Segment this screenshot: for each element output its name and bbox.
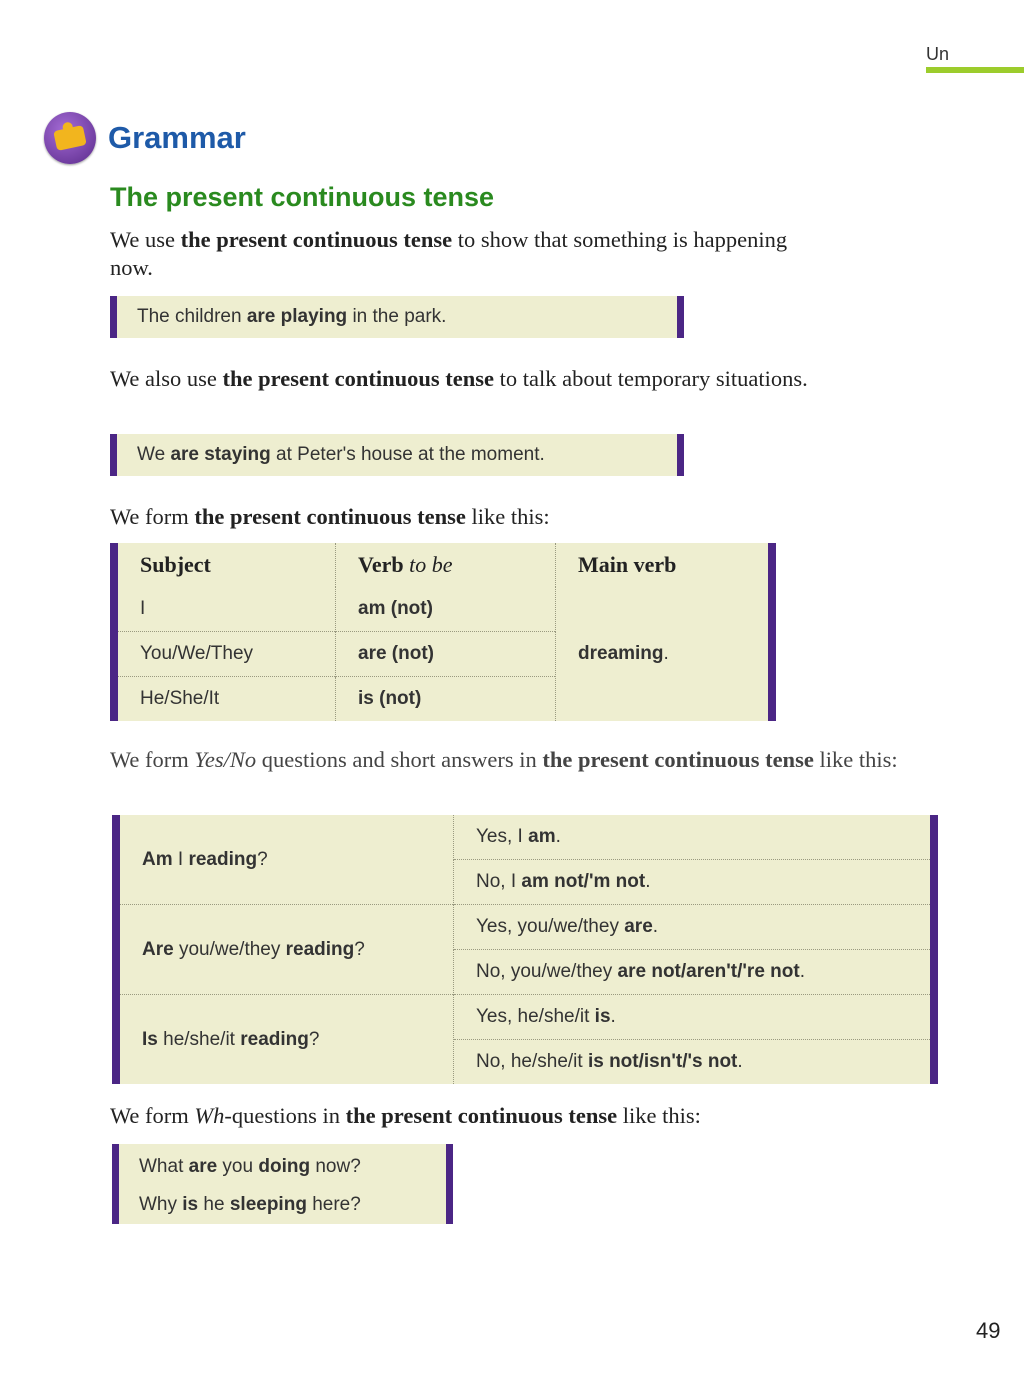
example-sentence: The children are playing in the park. bbox=[137, 306, 447, 327]
short-answer-yes: Yes, you/we/they are. bbox=[454, 905, 935, 950]
header-subject: Subject bbox=[140, 552, 211, 577]
intro-paragraph-3: We form the present continuous tense like this: bbox=[110, 504, 550, 529]
short-answer-no: No, you/we/they are not/aren't/'re not. bbox=[454, 950, 935, 995]
header-main-verb: Main verb bbox=[556, 543, 773, 587]
intro-paragraph-1: We use the present continuous tense to show that something is happening now. bbox=[110, 227, 788, 281]
short-answer-no: No, I am not/'m not. bbox=[454, 860, 935, 905]
example-sentence: We are staying at Peter's house at the moment. bbox=[137, 444, 545, 465]
subject-cell: He/She/It bbox=[114, 677, 336, 722]
subject-cell: I bbox=[140, 598, 146, 619]
unit-tab bbox=[926, 44, 1024, 73]
main-verb-cell: dreaming. bbox=[556, 587, 773, 721]
verb-cell: are (not) bbox=[336, 632, 556, 677]
wh-example-box bbox=[112, 1144, 453, 1224]
short-answer-yes: Yes, I am. bbox=[476, 826, 561, 847]
verb-cell: is (not) bbox=[336, 677, 556, 722]
short-answer-no: No, he/she/it is not/isn't/'s not. bbox=[454, 1040, 935, 1085]
example-box-1 bbox=[110, 296, 684, 338]
unit-tab-label: Un bbox=[926, 44, 950, 64]
example-sentence: What are you doing now? bbox=[139, 1156, 361, 1177]
verb-cell: am (not) bbox=[336, 587, 556, 632]
page-subtitle: The present continuous tense bbox=[110, 182, 495, 212]
page-number: 49 bbox=[976, 1318, 1001, 1343]
question-cell: Am I reading? bbox=[116, 815, 454, 905]
question-cell: Are you/we/they reading? bbox=[116, 905, 454, 995]
question-cell: Is he/she/it reading? bbox=[116, 995, 454, 1085]
table-row bbox=[116, 995, 934, 1040]
table-row bbox=[116, 905, 934, 950]
section-header bbox=[44, 112, 246, 164]
unit-tab-bar bbox=[926, 67, 1024, 73]
short-answer-yes: Yes, he/she/it is. bbox=[454, 995, 935, 1040]
yesno-table bbox=[112, 815, 938, 1084]
puzzle-icon bbox=[44, 112, 96, 164]
yesno-intro: We form Yes/No questions and short answers in the present continuous tense like this: bbox=[110, 747, 898, 772]
header-verb: Verb to be bbox=[336, 543, 556, 587]
subject-cell: You/We/They bbox=[114, 632, 336, 677]
example-sentence: Why is he sleeping here? bbox=[139, 1194, 361, 1215]
intro-paragraph-2: We also use the present continuous tense to talk about temporary situations. bbox=[110, 366, 808, 391]
table-row bbox=[114, 587, 772, 632]
section-title: Grammar bbox=[108, 120, 246, 155]
form-table bbox=[110, 543, 776, 721]
table-row bbox=[116, 815, 934, 860]
example-box-2 bbox=[110, 434, 684, 476]
wh-intro: We form Wh-questions in the present continuous tense like this: bbox=[110, 1103, 701, 1128]
form-table-header bbox=[114, 543, 772, 587]
